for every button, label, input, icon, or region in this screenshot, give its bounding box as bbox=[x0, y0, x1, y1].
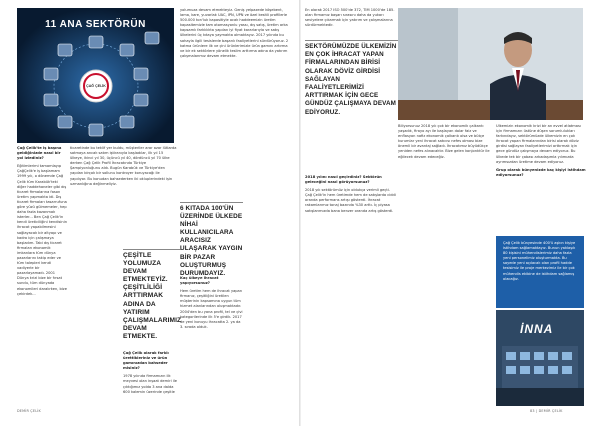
col2-answer: 1978 yılında firmamızın ilk meyvesi olan inşaat demiri ile çıktığımız yolda 3 ana dalda 600 kalemin üzerinde çeşitle bbox=[123, 374, 177, 394]
left-column-2-bottom bbox=[123, 351, 180, 406]
building-photo bbox=[496, 310, 584, 406]
col3-body: yolumuza devam etmekteyiz. Geniş yelpazede köşebent, lama, kare, yuvarlak UAC, IPN, UPN ve özel kesitli profillerle 500.000 ton'luk kapasitiyle ocak haddeemizin üretim kapasitemizle tam otomasyonlu yassı, dış satış, üretim arka kapsamlı farklılıkta yapılan iyi fiyat kararlarıyla ve satış ülkelerini üç kıtaya yaymakta olmaktayız. 2017 yılında bu sahayla ilgili tesislerde başarılı faaliyetlerini sürdürüyoruz. 2 katma ürünlere ilk ve çini ürünlerimizle ürün gamını artırma ve bir ek sektörlere yönelik teslim arttırma adına da yatırım çalışmalarımız devam etmekte. bbox=[180, 8, 289, 58]
question-2: Çağ Çelik olarak farklı ürettikleriniz ve ürün gamınızdan bahseder misiniz? bbox=[123, 351, 169, 371]
right-col2-body: Biliyorsunuz 2018 yılı çok bir ekonomik çalkantı yaşadık, firayo ayı ile başlayan dolar faiz ve enflasyon nafiz ekonomik çalkantı olsa ve bütçe kurumlar yeni ihracat satıcısı nefes olması bize önemli bir avantaj sağladı. İhracatımız büyüdükçe yeniden nefes alınacaktır. Bize gelen konjonktür ile eğilecek devam edeceğiz. bbox=[398, 124, 490, 159]
pull-quote-rule-mid bbox=[180, 202, 243, 203]
pull-quote-left-text: ÇEŞİTLE YOLUMUZA DEVAM ETMEKTEYİZ. ÇEŞİTLİLİĞİ ARTTIRMAK ADINA DA YATIRIM ÇALIŞMALARIMIZ DEVAM ETMEKTE. bbox=[123, 252, 182, 340]
left-column-2 bbox=[70, 146, 177, 244]
pull-quote-rule-top bbox=[123, 249, 181, 250]
col1-body: Eğitimlerimi tamamlayıp ÇağÇelik'e iş başlamam 1999 yılı, o dönemde Çağ Çelik tüm Karabük'teki diğer haddehaneler gibi dış ticaret firmalarına fason üretim yapmakta idi. Dış ticaret firmaları tasarrufuna göre yüzü gülmemeler, hep daha fazla kazanmak isterler... Ben Çağ Çelik'in kendi üreticiliğini kendisinin ihracat yapabilmesini sağlayacak bir altyapı ve kadro için çalışmaya başladım. Tabi dış ticaret firmaları ekonomik imkanlara tüm dünya pazarlarını takip eder ve tüm talepleri kendi vadiyerle bir pazarlayamadı. 2001 Dünya krizi bize bir fırsat sundu, tüm dünyada ekonomileri daralırken, bize çekirdek... bbox=[17, 164, 67, 296]
question-5: Grup olarak bünyenizde kaç kişiyi istihdam ediyorsunuz? bbox=[496, 167, 586, 177]
footer-left: DEMİR ÇELİK bbox=[17, 409, 41, 413]
interview-photo bbox=[398, 8, 583, 120]
pull-quote-rule-right bbox=[305, 40, 400, 41]
left-column-3-bottom bbox=[180, 276, 244, 406]
pull-quote-right-text: SEKTÖRÜMÜZDE ÜLKEMİZİN EN ÇOK İHRACAT YAPAN FİRMALARINDAN BİRİSİ OLARAK DÖVİZ GİRDİSİ SAĞLAYAN FAALİYETLERİMİZİ ARTTIRMAK İÇİN GECE GÜNDÜZ ÇALIŞMAYA DEVAM EDİYORUZ. bbox=[305, 43, 397, 116]
infographic-logo-text: ÇAĞ ÇELİK bbox=[86, 84, 106, 88]
portrait-illustration bbox=[398, 8, 583, 120]
col3-answer: Hem üretim hem de ihracat yapan firmanız, çeşitliğini üretilen müşterinin kapsamına uygun tüm hizmet alanlarından oluşmaktadır. 2004'den bu yana profil, tel ve çivi kategorilerinde ilk 5'e girdik. 2017 de yeni konuyu ihracatta 2. ya da 3. sırada olduk. bbox=[180, 289, 243, 329]
sectors-infographic bbox=[17, 8, 174, 143]
question-4: 2018 yılını nasıl geçirdiniz? Sektörün geleceğini nasıl görüyorsunuz? bbox=[305, 175, 382, 185]
page-fold bbox=[299, 0, 301, 426]
footer-right: 83 | DEMİR ÇELİK bbox=[530, 409, 563, 413]
left-column-1 bbox=[17, 146, 67, 404]
pull-quote-right bbox=[305, 38, 400, 117]
right-column-1-bottom bbox=[305, 175, 396, 406]
right-column-1 bbox=[305, 8, 402, 38]
infographic-title: 11 ANA SEKTÖRÜN bbox=[45, 19, 146, 30]
pull-quote-left bbox=[123, 247, 181, 341]
pull-quote-middle bbox=[180, 200, 243, 278]
left-column-3 bbox=[180, 8, 293, 201]
right-column-2 bbox=[398, 124, 493, 406]
highlight-box-text: Çağ Çelik bünyesinde 400'ü aşkın kişiye istihdam sağlamaktayız. Bunun yaklaşık 80 kişisini mühendislerimiz daha fazla yeni personelimiz oluşturmakta. Bu sayede yeni açılacak olan profil hadde tesisimiz ile proje merkezimiz ile bir çok mühendis ekibine de istihdam sağlamış olacağız. bbox=[503, 241, 576, 281]
pull-quote-middle-text: 6 KITADA 100'ÜN ÜZERİNDE ÜLKEDE NİHAİ KULLANICILARA ARACISIZ ULAŞARAK YAYGIN BİR PAZAR OLUŞTURMUŞ DURUMDAYIZ. bbox=[180, 205, 243, 277]
question-3: Kaç ülkeye ihracat yapıyorsunuz? bbox=[180, 276, 219, 286]
right-column-3 bbox=[496, 124, 586, 232]
col2-body: ticaretinde bu teklif yer buldu, müşteriler arar azar lütlarda satmaya ancak satım iştiranıyla başladılar, ilk yıl 15 ülkeye, ikinci yıl 30, üçüncü yıl 40, dördüncü yıl 70 ülke derken Çağ Çelik Profil İhracatında Türkiye Şampiyonluğunu aldı. Bugün Karabük ve Türkiye'den yapılan birçok bir sollunu kontroyer koruyacağı ile yapılıyor. Bu konudan bahsederken iki okluplerindeki işin uzmanlığına değinmeliyiz. bbox=[70, 146, 177, 186]
highlight-box bbox=[496, 236, 584, 308]
right-col1-answer: 2018 yılı sektörümüz için oldukça verimli geçti. Çağ Çelik'in hem üretimde hem de satışlarda ciddi oranda performans artışı gösterdi. İhracat rakamlarımız tonaj bazında %30 arttı. İç piyasa satışlarımızda bana benzer oranda artış gösterdi. bbox=[305, 188, 396, 213]
question-1: Çağ Çelik'te iş başına geldiğinizde nasıl bir yol izlediniz? bbox=[17, 146, 62, 161]
building-logo-text: İNNA bbox=[520, 322, 554, 336]
right-col1-intro: En olarak 2017 ISO 500'de 372, TİM 1000'de 185. olan firmamız başarı sırasını daha da yukarı seviyelere çıkarmak için yatırım ve çalışmalarına sürdürmektedir. bbox=[305, 8, 395, 28]
right-col3-body: Ülkemizin ekonomik krizi bir an evvel atlatması için firmamızın üstüne düşen sorumlulukları farkındayız, sektörümüzde ülkemizin en çok ihracat yapan firmalarından birisi olarak döviz girdisi sağlayan faaliyetlerimizi arttırmak için gece gündüz çalışmaya devam ediyoruz. Bu ülkede tek bir çabası arkadaşımla yılımızda ayrımsızdan üretime devam ediyoruz. bbox=[496, 124, 581, 164]
